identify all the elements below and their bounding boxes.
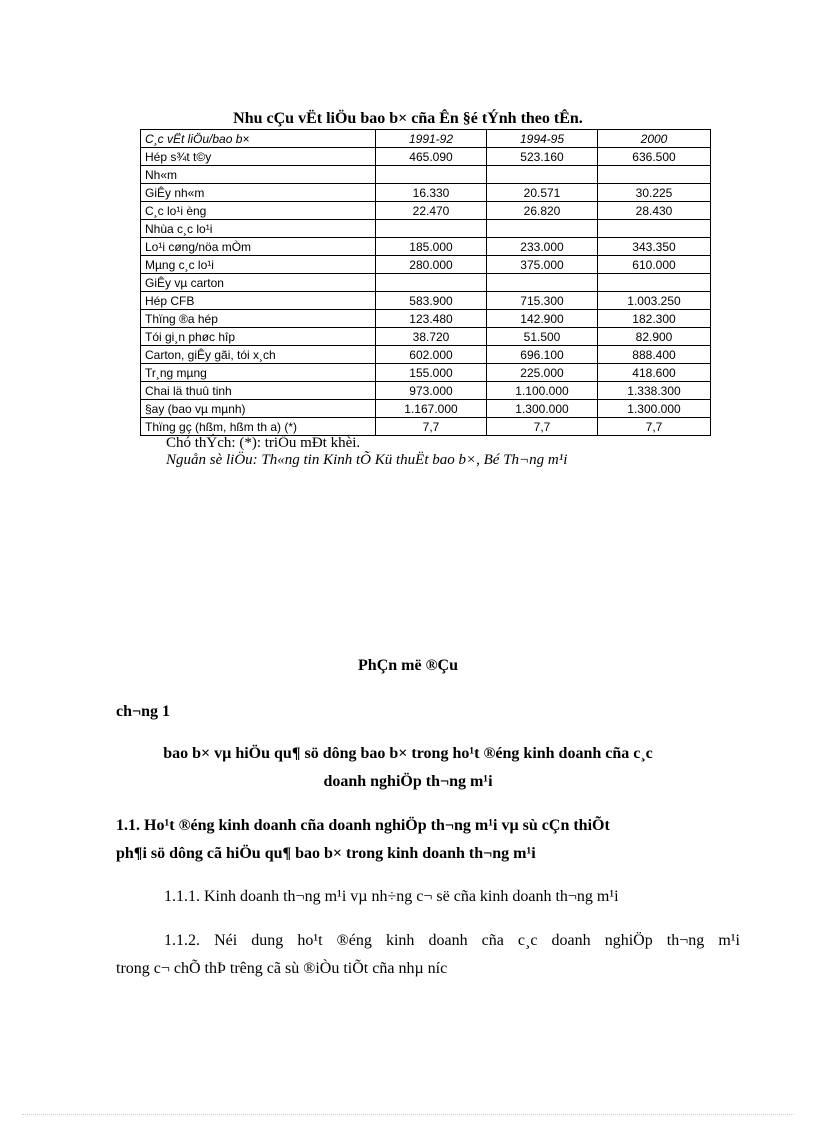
table-cell-value: 51.500 — [487, 328, 598, 346]
table-cell-value: 1991-92 — [376, 130, 487, 148]
chapter-label: ch¬ng 1 — [116, 703, 171, 720]
table-cell-value: 7,7 — [376, 418, 487, 436]
table-cell-label: C¸c vËt liÖu/bao b× — [141, 130, 376, 148]
table-cell-value: 610.000 — [598, 256, 711, 274]
table-cell-value: 22.470 — [376, 202, 487, 220]
table-cell-label: C¸c lo¹i èng — [141, 202, 376, 220]
table-cell-value: 343.350 — [598, 238, 711, 256]
table-cell-value: 16.330 — [376, 184, 487, 202]
table-row — [141, 292, 711, 310]
table-cell-value — [598, 220, 711, 238]
table-cell-value: 888.400 — [598, 346, 711, 364]
table-cell-value: 233.000 — [487, 238, 598, 256]
table-cell-value: 636.500 — [598, 148, 711, 166]
table-cell-value: 185.000 — [376, 238, 487, 256]
table-row — [141, 166, 711, 184]
table-row — [141, 364, 711, 382]
table-cell-label: Chai lä thuû tinh — [141, 382, 376, 400]
table-cell-label: Nh«m — [141, 166, 376, 184]
table-cell-label: Mµng c¸c lo¹i — [141, 256, 376, 274]
table-cell-label: Thïng ®a hép — [141, 310, 376, 328]
table-cell-value: 465.090 — [376, 148, 487, 166]
table-cell-value: 2000 — [598, 130, 711, 148]
table-cell-label: Hép s¾t t©y — [141, 148, 376, 166]
table-cell-value: 1.300.000 — [598, 400, 711, 418]
table-cell-value: 26.820 — [487, 202, 598, 220]
table-cell-value: 182.300 — [598, 310, 711, 328]
table-row — [141, 256, 711, 274]
table-cell-value: 7,7 — [487, 418, 598, 436]
table-row — [141, 400, 711, 418]
table-row — [141, 238, 711, 256]
table-cell-value: 38.720 — [376, 328, 487, 346]
table-cell-value — [487, 220, 598, 238]
table-cell-value: 155.000 — [376, 364, 487, 382]
table-cell-value — [487, 166, 598, 184]
table-row — [141, 346, 711, 364]
table-cell-value: 1.003.250 — [598, 292, 711, 310]
chapter-title-line-1: bao b× vµ hiÖu qu¶ sö dông bao b× trong ho¹t ®éng kinh doanh cña c¸c — [163, 745, 653, 762]
table-cell-label: Thïng gç (hßm, hßm th a) (*) — [141, 418, 376, 436]
table-cell-value: 375.000 — [487, 256, 598, 274]
table-cell-value: 1.300.000 — [487, 400, 598, 418]
table-cell-value: 973.000 — [376, 382, 487, 400]
table-cell-value: 280.000 — [376, 256, 487, 274]
table-row — [141, 418, 711, 436]
table-cell-label: Tói gi¸n phøc hîp — [141, 328, 376, 346]
table-cell-value: 28.430 — [598, 202, 711, 220]
table-cell-value: 602.000 — [376, 346, 487, 364]
table-cell-value: 1.167.000 — [376, 400, 487, 418]
table-cell-label: GiÊy nh«m — [141, 184, 376, 202]
table-row — [141, 274, 711, 292]
chapter-title-line-2: doanh nghiÖp th¬ng m¹i — [323, 773, 493, 790]
table-cell-value: 523.160 — [487, 148, 598, 166]
footer-divider — [22, 1114, 794, 1115]
table-cell-value: 142.900 — [487, 310, 598, 328]
section-heading-line-2: ph¶i sö dông cã hiÖu qu¶ bao b× trong kinh doanh th¬ng m¹i — [116, 845, 536, 862]
table-cell-value — [598, 274, 711, 292]
table-source: Nguån sè liÖu: Th«ng tin Kinh tÕ Kü thuËt bao b×, Bé Th¬ng m¹i — [166, 452, 568, 468]
table-cell-value: 1.100.000 — [487, 382, 598, 400]
table-cell-value — [598, 166, 711, 184]
subsection-1-1-1: 1.1.1. Kinh doanh th¬ng m¹i vµ nh÷ng c¬ së cña kinh doanh th¬ng m¹i — [164, 888, 619, 905]
table-cell-value: 696.100 — [487, 346, 598, 364]
table-cell-label: §ay (bao vµ mµnh) — [141, 400, 376, 418]
table-cell-label: Carton, giÊy gãi, tói x¸ch — [141, 346, 376, 364]
table-row — [141, 328, 711, 346]
table-cell-value: 583.900 — [376, 292, 487, 310]
table-row — [141, 310, 711, 328]
materials-table — [140, 129, 711, 436]
section-heading-line-1: 1.1. Ho¹t ®éng kinh doanh cña doanh nghiÖp th¬ng m¹i vµ sù cÇn thiÕt — [116, 817, 610, 834]
table-row — [141, 202, 711, 220]
subsection-1-1-2-line-1: 1.1.2. Néi dung ho¹t ®éng kinh doanh cña c¸c doanh nghiÖp th¬ng m¹i — [164, 932, 740, 949]
table-cell-value: 225.000 — [487, 364, 598, 382]
table-cell-label: Hép CFB — [141, 292, 376, 310]
table-cell-value: 30.225 — [598, 184, 711, 202]
table-cell-label: Lo¹i cøng/nöa mÒm — [141, 238, 376, 256]
subsection-1-1-2-line-2: trong c¬ chÕ thÞ trêng cã sù ®iÒu tiÕt cña nhµ níc — [116, 960, 448, 977]
table-cell-value: 1.338.300 — [598, 382, 711, 400]
table-cell-label: Tr¸ng mµng — [141, 364, 376, 382]
table-cell-label: GiÊy vµ carton — [141, 274, 376, 292]
table-cell-value — [376, 274, 487, 292]
table-cell-value — [376, 166, 487, 184]
table-cell-value: 1994-95 — [487, 130, 598, 148]
table-cell-value: 82.900 — [598, 328, 711, 346]
table-row — [141, 184, 711, 202]
table-cell-value: 123.480 — [376, 310, 487, 328]
part-title: PhÇn më ®Çu — [358, 657, 458, 674]
table-row — [141, 382, 711, 400]
table-row — [141, 220, 711, 238]
table-cell-value: 418.600 — [598, 364, 711, 382]
table-cell-value: 715.300 — [487, 292, 598, 310]
table-cell-value — [487, 274, 598, 292]
table-cell-value: 7,7 — [598, 418, 711, 436]
table-note: Chó thÝch: (*): triÖu mÐt khèi. — [166, 435, 361, 451]
table-title: Nhu cÇu vËt liÖu bao b× cña Ên §é tÝnh theo tÊn. — [233, 110, 583, 127]
table-row — [141, 148, 711, 166]
table-cell-label: Nhùa c¸c lo¹i — [141, 220, 376, 238]
table-header-row — [141, 130, 711, 148]
table-cell-value: 20.571 — [487, 184, 598, 202]
table-cell-value — [376, 220, 487, 238]
